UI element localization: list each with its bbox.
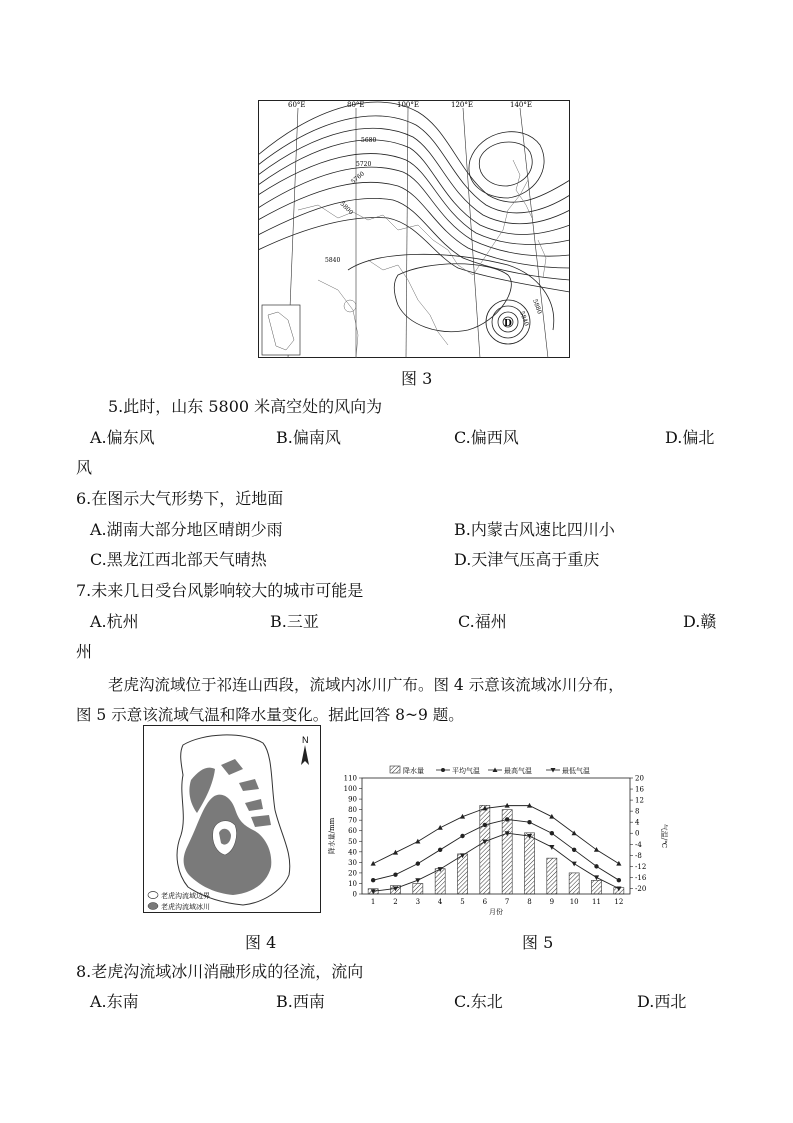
temp-line-triangle-down xyxy=(373,833,619,891)
q8-option-a[interactable]: A.东南 xyxy=(90,992,139,1011)
legend-glacier: 老虎沟流域冰川 xyxy=(161,903,210,911)
legend-min: 最低气温 xyxy=(562,767,590,775)
contour-label: 5880 xyxy=(531,298,543,316)
y-right-tick-label: -20 xyxy=(635,884,647,893)
plot-frame xyxy=(362,778,630,894)
y-left-tick-label: 100 xyxy=(343,785,357,794)
precip-bar xyxy=(435,869,445,894)
q7-stem: 7.未来几日受台风影响较大的城市可能是 xyxy=(76,581,364,600)
y-left-tick-label: 60 xyxy=(348,827,357,836)
x-tick-label: 10 xyxy=(569,898,579,906)
x-tick-label: 2 xyxy=(393,898,398,906)
contour-label: 5840 xyxy=(518,310,530,328)
y-left-tick-label: 10 xyxy=(348,879,357,888)
avg-temp-point xyxy=(594,864,598,868)
y-left-tick-label: 40 xyxy=(348,848,357,857)
precip-bar xyxy=(547,858,557,894)
x-tick-label: 12 xyxy=(614,898,624,906)
y-right-axis-label: 气温/℃ xyxy=(660,823,668,849)
y-left-tick-label: 0 xyxy=(352,890,357,899)
legend-boundary: 老虎沟流域边界 xyxy=(161,892,210,900)
y-right-tick-label: 8 xyxy=(635,807,640,816)
y-right-tick-label: 0 xyxy=(635,829,640,838)
y-right-tick-label: 16 xyxy=(635,785,644,794)
precip-bar xyxy=(502,810,512,894)
avg-temp-point xyxy=(371,878,375,882)
fig5-caption: 图 5 xyxy=(522,933,554,952)
low-center-label: D xyxy=(504,319,512,329)
q7-option-b[interactable]: B.三亚 xyxy=(270,612,319,631)
contour-label: 5760 xyxy=(349,170,366,186)
q6-option-c[interactable]: C.黑龙江西北部天气晴热 xyxy=(90,550,267,569)
y-left-tick-label: 50 xyxy=(348,837,357,846)
y-right-tick-label: -8 xyxy=(635,851,642,860)
q5-stem: 5.此时，山东 5800 米高空处的风向为 xyxy=(108,397,383,416)
min-temp-point xyxy=(572,862,577,867)
y-right-tick-label: 4 xyxy=(635,818,640,827)
q7-option-c[interactable]: C.福州 xyxy=(458,612,507,631)
q5-option-c[interactable]: C.偏西风 xyxy=(454,428,519,447)
q8-stem: 8.老虎沟流域冰川消融形成的径流，流向 xyxy=(76,962,364,981)
lon-label: 100°E xyxy=(397,101,419,109)
lon-label: 140°E xyxy=(510,101,532,109)
q5-option-a[interactable]: A.偏东风 xyxy=(90,428,155,447)
max-temp-point xyxy=(572,830,577,835)
fig4-caption: 图 4 xyxy=(245,933,277,952)
lon-label: 60°E xyxy=(288,101,306,109)
legend-max: 最高气温 xyxy=(504,767,532,775)
fig3-caption: 图 3 xyxy=(401,369,433,388)
north-label: N xyxy=(302,735,309,745)
avg-temp-point xyxy=(617,878,621,882)
y-left-tick-label: 90 xyxy=(348,795,357,804)
x-axis-label: 月份 xyxy=(489,908,503,916)
chart-axes xyxy=(327,775,669,917)
precip-bar xyxy=(524,833,534,894)
avg-temp-point xyxy=(505,817,509,821)
x-tick-label: 5 xyxy=(460,898,465,906)
precip-bar xyxy=(480,805,490,894)
fig5-chart xyxy=(322,762,670,924)
q5-option-b[interactable]: B.偏南风 xyxy=(276,428,341,447)
x-tick-label: 3 xyxy=(415,898,421,906)
precip-bar xyxy=(413,883,423,894)
precip-bar xyxy=(569,873,579,894)
q7-option-a[interactable]: A.杭州 xyxy=(90,612,139,631)
y-left-tick-label: 70 xyxy=(348,816,357,825)
intro-line-1: 老虎沟流域位于祁连山西段，流域内冰川广布。图 4 示意该流域冰川分布， xyxy=(108,676,624,694)
precip-bar xyxy=(457,854,467,894)
q6-option-d[interactable]: D.天津气压高于重庆 xyxy=(454,550,600,569)
temp-line-circle xyxy=(373,819,619,880)
max-temp-point xyxy=(415,839,420,844)
avg-temp-point xyxy=(550,831,554,835)
fig4-map xyxy=(143,725,321,913)
x-tick-label: 9 xyxy=(549,898,555,906)
avg-temp-point xyxy=(483,823,487,827)
temp-lines xyxy=(371,803,622,894)
contour-label: 5840 xyxy=(325,257,341,264)
x-tick-label: 4 xyxy=(437,898,443,906)
q7-option-d[interactable]: D.赣 xyxy=(683,612,717,631)
max-temp-point xyxy=(594,847,599,852)
fig3-map xyxy=(258,100,570,358)
x-tick-label: 1 xyxy=(370,898,376,906)
q7-option-d-wrap: 州 xyxy=(76,642,93,661)
q8-option-d[interactable]: D.西北 xyxy=(637,992,687,1011)
q6-stem: 6.在图示大气形势下，近地面 xyxy=(76,489,284,508)
y-left-tick-label: 80 xyxy=(348,806,357,815)
avg-temp-point xyxy=(527,820,531,824)
precip-bar xyxy=(591,880,601,894)
y-right-tick-label: -4 xyxy=(635,840,642,849)
q8-option-c[interactable]: C.东北 xyxy=(454,992,503,1011)
legend-precip: 降水量 xyxy=(403,767,424,775)
lon-label: 80°E xyxy=(347,101,365,109)
q6-option-a[interactable]: A.湖南大部分地区晴朗少雨 xyxy=(90,520,283,539)
chart-legend xyxy=(390,766,590,775)
x-tick-label: 11 xyxy=(592,898,601,906)
x-tick-label: 6 xyxy=(482,898,488,906)
contour-label: 5800 xyxy=(338,200,355,217)
q6-option-b[interactable]: B.内蒙古风速比四川小 xyxy=(454,520,615,539)
contour-label: 5720 xyxy=(356,161,372,168)
y-left-tick-label: 20 xyxy=(348,869,357,878)
avg-temp-point xyxy=(572,848,576,852)
y-right-tick-label: 12 xyxy=(635,796,644,805)
y-left-axis-label: 降水量/mm xyxy=(328,817,336,855)
y-right-tick-label: 20 xyxy=(635,774,644,783)
avg-temp-point xyxy=(416,861,420,865)
y-left-tick-label: 110 xyxy=(343,774,357,783)
q8-option-b[interactable]: B.西南 xyxy=(276,992,325,1011)
temp-line-triangle-up xyxy=(373,806,619,864)
q5-option-d[interactable]: D.偏北 xyxy=(665,428,715,447)
x-tick-label: 8 xyxy=(527,898,532,906)
max-temp-point xyxy=(616,861,621,866)
lon-label: 120°E xyxy=(451,101,473,109)
precip-bars xyxy=(368,805,624,894)
y-left-tick-label: 30 xyxy=(348,858,357,867)
legend-avg: 平均气温 xyxy=(452,767,480,775)
y-right-tick-label: -16 xyxy=(635,873,647,882)
y-right-tick-label: -12 xyxy=(635,862,647,871)
avg-temp-point xyxy=(438,848,442,852)
intro-line-2: 图 5 示意该流域气温和降水量变化。据此回答 8~9 题。 xyxy=(76,706,464,724)
min-temp-point xyxy=(549,845,554,850)
avg-temp-point xyxy=(460,834,464,838)
q5-option-d-wrap: 风 xyxy=(76,458,93,477)
avg-temp-point xyxy=(393,872,397,876)
contour-label: 5680 xyxy=(361,137,377,144)
x-tick-label: 7 xyxy=(504,898,510,906)
